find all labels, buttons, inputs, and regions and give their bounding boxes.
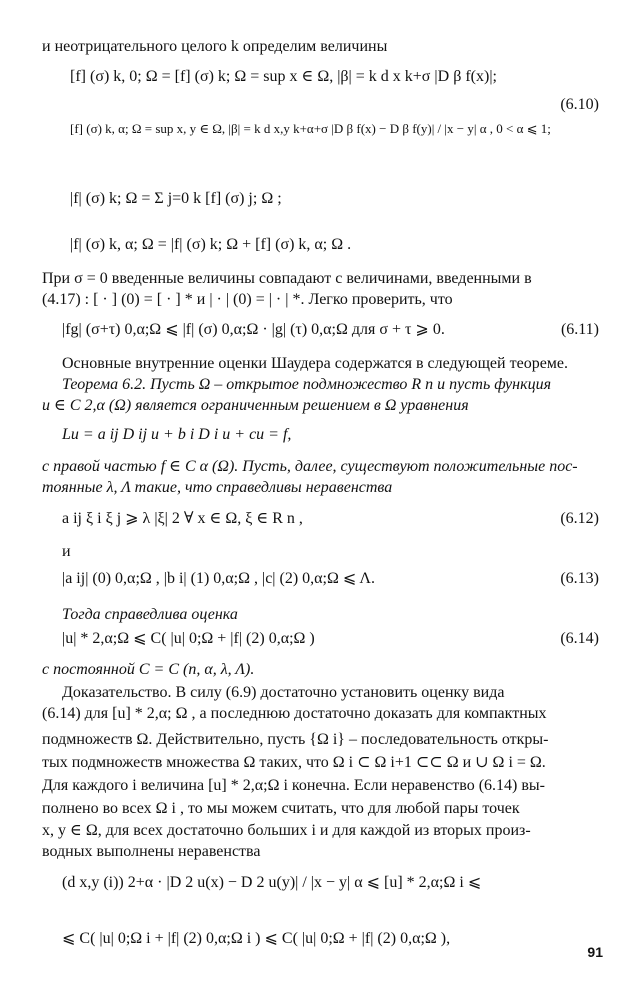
proof-line-4: тых подмножеств множества Ω таких, что Ω i ⊂ Ω i+1 ⊂⊂ Ω и ∪ Ω i = Ω.: [42, 754, 546, 771]
equation-6-10-d: |f| (σ) k, α; Ω = |f| (σ) k; Ω + [f] (σ) k, α; Ω .: [70, 236, 352, 253]
proof-line-7: x, y ∈ Ω, для всех достаточно больших i и для каждой из вторых произ-: [42, 822, 531, 839]
paragraph-1-line-1: При σ = 0 введенные величины совпадают с величинами, введенными в: [42, 270, 532, 287]
equation-6-12: a ij ξ i ξ j ⩾ λ |ξ| 2 ∀ x ∈ Ω, ξ ∈ R n ,: [62, 510, 303, 527]
equation-final-b: ⩽ C( |u| 0;Ω i + |f| (2) 0,α;Ω i ) ⩽ C( |u| 0;Ω + |f| (2) 0,α;Ω ),: [62, 930, 451, 947]
equation-6-13: |a ij| (0) 0,α;Ω , |b i| (1) 0,α;Ω , |c| (2) 0,α;Ω ⩽ Λ.: [62, 570, 376, 587]
equation-lu: Lu = a ij D ij u + b i D i u + cu = f,: [62, 426, 292, 443]
then-line: Тогда справедлива оценка: [62, 606, 238, 623]
equation-6-10-b: [f] (σ) k, α; Ω = sup x, y ∈ Ω, |β| = k d x,y k+α+σ |D β f(x) − D β f(y)| / |x − y| α , 0 < α ⩽ 1;: [70, 121, 551, 136]
proof-line-8: водных выполнены неравенства: [42, 843, 261, 860]
equation-label-6-12: (6.12): [560, 510, 599, 527]
intro-line: и неотрицательного целого k определим величины: [42, 38, 388, 55]
theorem-line-4: тоянные λ, Λ такие, что справедливы неравенства: [42, 479, 393, 496]
constant-line: с постоянной C = C (n, α, λ, Λ).: [42, 661, 255, 678]
paragraph-2: Основные внутренние оценки Шаудера содержатся в следующей теореме.: [62, 355, 569, 372]
equation-label-6-14: (6.14): [560, 630, 599, 647]
proof-line-6: полнено во всех Ω i , то мы можем считать, что для любой пары точек: [42, 800, 520, 817]
equation-final-a: (d x,y (i)) 2+α · |D 2 u(x) − D 2 u(y)| / |x − y| α ⩽ [u] * 2,α;Ω i ⩽: [62, 874, 482, 891]
page-number: 91: [587, 944, 603, 960]
conjunction-and: и: [62, 543, 71, 560]
equation-6-14: |u| * 2,α;Ω ⩽ C( |u| 0;Ω + |f| (2) 0,α;Ω ): [62, 630, 315, 647]
theorem-line-2: u ∈ C 2,α (Ω) является ограниченным решением в Ω уравнения: [42, 397, 469, 414]
theorem-line-3: с правой частью f ∈ C α (Ω). Пусть, далее, существуют положительные пос-: [42, 458, 578, 475]
equation-6-11: |fg| (σ+τ) 0,α;Ω ⩽ |f| (σ) 0,α;Ω · |g| (τ) 0,α;Ω для σ + τ ⩾ 0.: [62, 321, 445, 338]
proof-line-1: Доказательство. В силу (6.9) достаточно установить оценку вида: [62, 684, 505, 701]
theorem-line-1: Теорема 6.2. Пусть Ω – открытое подмножество R n и пусть функция: [62, 376, 552, 393]
equation-label-6-11: (6.11): [560, 321, 599, 338]
equation-6-10-a: [f] (σ) k, 0; Ω = [f] (σ) k; Ω = sup x ∈ Ω, |β| = k d x k+σ |D β f(x)|;: [70, 68, 497, 85]
equation-label-6-10: (6.10): [560, 96, 599, 113]
proof-line-5: Для каждого i величина [u] * 2,α;Ω i конечна. Если неравенство (6.14) вы-: [42, 777, 545, 794]
equation-6-10-c: |f| (σ) k; Ω = Σ j=0 k [f] (σ) j; Ω ;: [70, 190, 282, 207]
equation-label-6-13: (6.13): [560, 570, 599, 587]
paragraph-1-line-2: (4.17) : [ · ] (0) = [ · ] * и | · | (0) = | · | *. Легко проверить, что: [42, 291, 453, 308]
proof-line-2: (6.14) для [u] * 2,α; Ω , а последнюю достаточно доказать для компактных: [42, 705, 547, 722]
proof-line-3: подмножеств Ω. Действительно, пусть {Ω i} – последовательность откры-: [42, 731, 549, 748]
